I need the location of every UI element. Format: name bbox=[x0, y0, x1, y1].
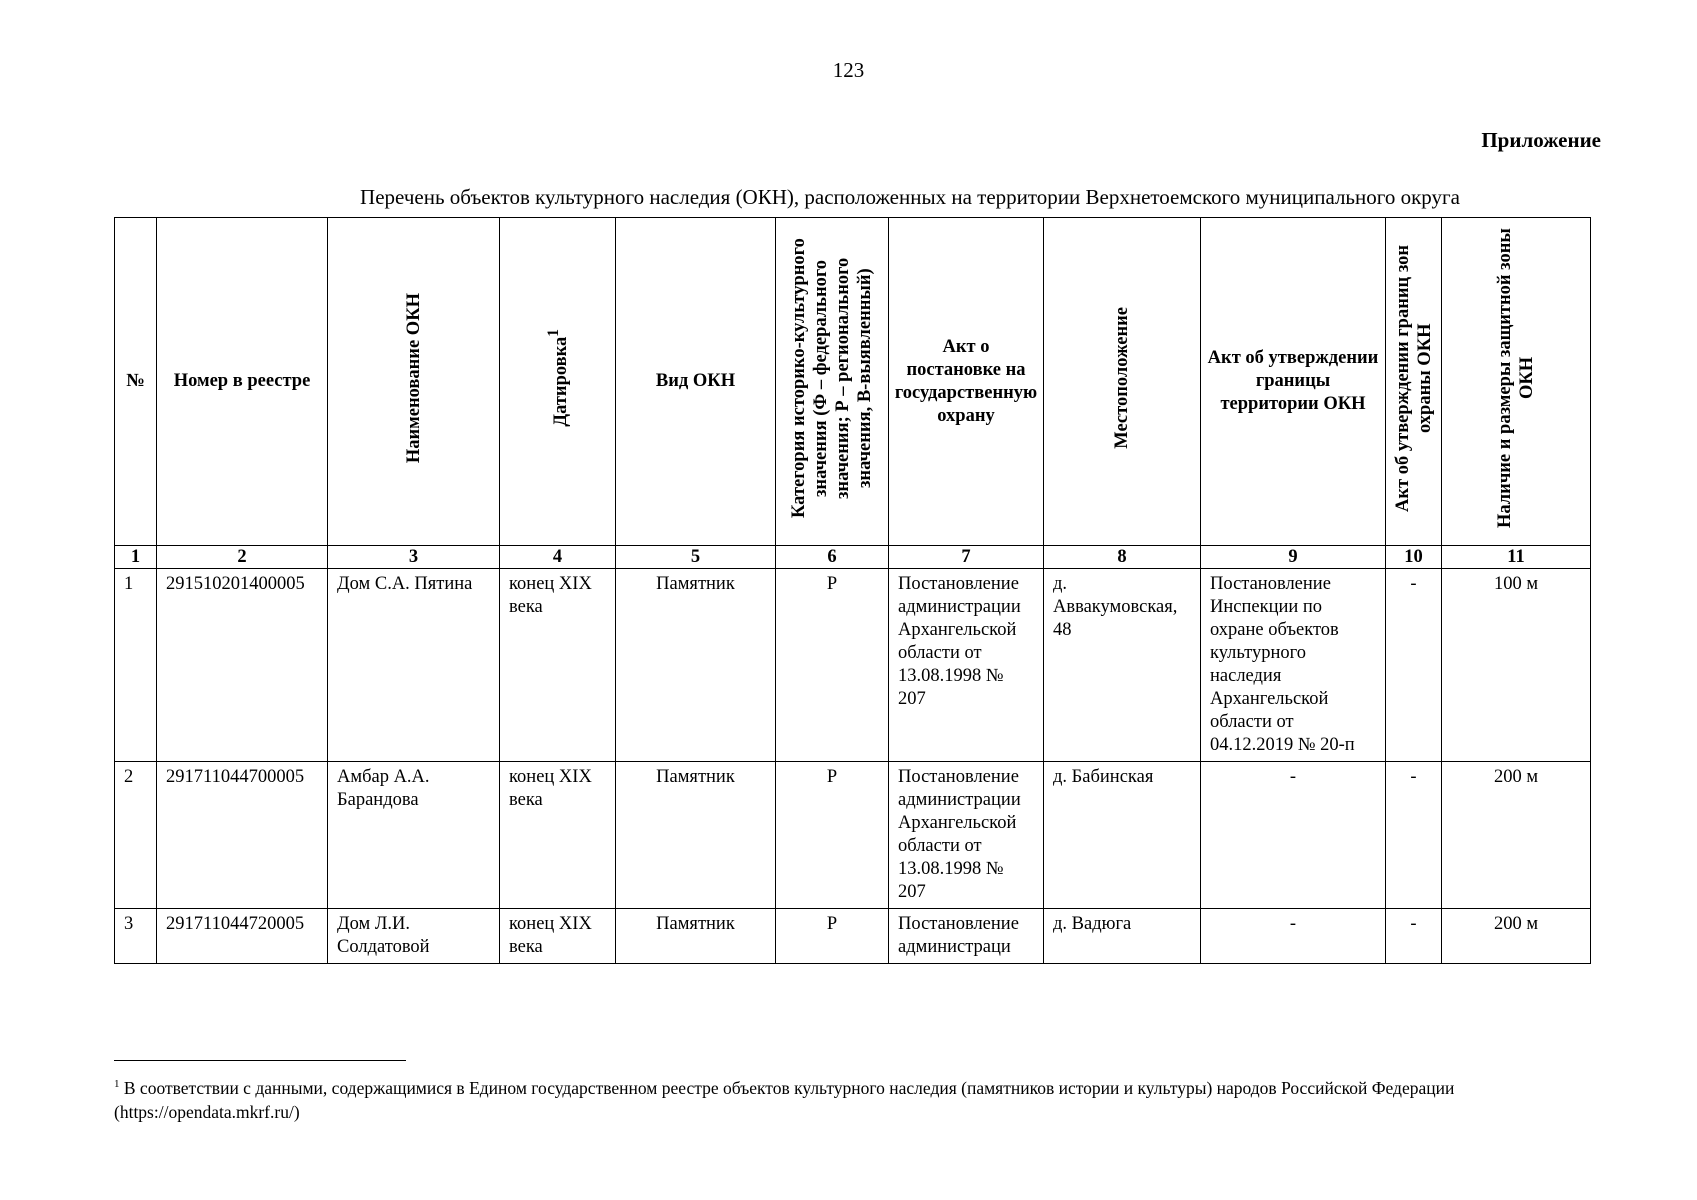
cell-protective-zone: 100 м bbox=[1442, 569, 1591, 762]
column-number: 6 bbox=[776, 546, 889, 569]
cell-name: Дом Л.И. Солдатовой bbox=[328, 909, 500, 964]
header-protective-zone-label: Наличие и размеры защитной зоны ОКН bbox=[1495, 228, 1537, 528]
cell-boundary-act: Постановление Инспекции по охране объектов культурного наследия Архангельской области от 04.12.2019 № 20-п bbox=[1201, 569, 1386, 762]
cell-protection-act: Постановление администрации Архангельской области от 13.08.1998 № 207 bbox=[889, 569, 1044, 762]
cell-type: Памятник bbox=[616, 909, 776, 964]
table-row bbox=[115, 569, 1591, 762]
header-protective-zone bbox=[1442, 218, 1591, 546]
header-type: Вид ОКН bbox=[616, 218, 776, 546]
header-dating bbox=[500, 218, 616, 546]
header-location bbox=[1044, 218, 1201, 546]
header-row bbox=[115, 218, 1591, 546]
cell-num: 1 bbox=[115, 569, 157, 762]
cell-num: 2 bbox=[115, 762, 157, 909]
cell-zones-act: - bbox=[1386, 569, 1442, 762]
header-zones-act bbox=[1386, 218, 1442, 546]
footnote bbox=[114, 1072, 1594, 1124]
header-dating-label bbox=[543, 329, 572, 427]
cell-dating: конец XIX века bbox=[500, 909, 616, 964]
footnote-mark: 1 bbox=[114, 1078, 120, 1090]
column-number: 11 bbox=[1442, 546, 1591, 569]
column-number: 10 bbox=[1386, 546, 1442, 569]
header-registry: Номер в реестре bbox=[157, 218, 328, 546]
column-number: 7 bbox=[889, 546, 1044, 569]
header-dating-text: Датировка bbox=[551, 336, 572, 427]
cell-location: д. Аввакумовская, 48 bbox=[1044, 569, 1201, 762]
header-location-label: Местоположение bbox=[1112, 307, 1132, 449]
column-number: 4 bbox=[500, 546, 616, 569]
header-dating-footnote-mark: 1 bbox=[544, 329, 562, 337]
header-name bbox=[328, 218, 500, 546]
cell-dating: конец XIX века bbox=[500, 762, 616, 909]
column-number: 9 bbox=[1201, 546, 1386, 569]
header-category-label: Категория историко-культурного значения (Ф – федерального значения; Р – регионального значения, В-выявленный) bbox=[789, 238, 875, 518]
header-protection-act: Акт о постановке на государственную охрану bbox=[889, 218, 1044, 546]
header-name-label: Наименование ОКН bbox=[403, 292, 424, 464]
cell-type: Памятник bbox=[616, 762, 776, 909]
page-number: 123 bbox=[832, 58, 865, 82]
footnote-text: В соответствии с данными, содержащимися в Едином государственном реестре объектов культурного наследия (памятников истории и культуры) народов Российской Федерации (https://opendata.mkrf.ru/) bbox=[114, 1077, 1455, 1122]
header-zones-act-label: Акт об утверждении границ зон охраны ОКН bbox=[1392, 244, 1435, 512]
table-row bbox=[115, 762, 1591, 909]
cell-protective-zone: 200 м bbox=[1442, 909, 1591, 964]
column-number-row bbox=[115, 546, 1591, 569]
cell-type: Памятник bbox=[616, 569, 776, 762]
document-title: Перечень объектов культурного наследия (ОКН), расположенных на территории Верхнетоемского муниципального округа bbox=[360, 185, 1460, 209]
cell-zones-act: - bbox=[1386, 909, 1442, 964]
cell-location: д. Вадюга bbox=[1044, 909, 1201, 964]
footnote-divider bbox=[114, 1060, 406, 1061]
cell-boundary-act: - bbox=[1201, 909, 1386, 964]
cell-category: Р bbox=[776, 762, 889, 909]
column-number: 2 bbox=[157, 546, 328, 569]
cell-category: Р bbox=[776, 569, 889, 762]
cell-name: Дом С.А. Пятина bbox=[328, 569, 500, 762]
table-row bbox=[115, 909, 1591, 964]
cell-protective-zone: 200 м bbox=[1442, 762, 1591, 909]
cell-category: Р bbox=[776, 909, 889, 964]
header-boundary-act: Акт об утверждении границы территории ОКН bbox=[1201, 218, 1386, 546]
cell-registry: 291711044700005 bbox=[157, 762, 328, 909]
cell-num: 3 bbox=[115, 909, 157, 964]
column-number: 8 bbox=[1044, 546, 1201, 569]
header-category bbox=[776, 218, 889, 546]
column-number: 1 bbox=[115, 546, 157, 569]
cell-registry: 291510201400005 bbox=[157, 569, 328, 762]
column-number: 3 bbox=[328, 546, 500, 569]
cell-location: д. Бабинская bbox=[1044, 762, 1201, 909]
cell-protection-act: Постановление администраци bbox=[889, 909, 1044, 964]
cell-protection-act: Постановление администрации Архангельской области от 13.08.1998 № 207 bbox=[889, 762, 1044, 909]
cell-registry: 291711044720005 bbox=[157, 909, 328, 964]
appendix-label: Приложение bbox=[1481, 128, 1601, 152]
column-number: 5 bbox=[616, 546, 776, 569]
cell-dating: конец XIX века bbox=[500, 569, 616, 762]
header-num: № bbox=[115, 218, 157, 546]
okn-table bbox=[114, 217, 1591, 964]
cell-zones-act: - bbox=[1386, 762, 1442, 909]
cell-boundary-act: - bbox=[1201, 762, 1386, 909]
cell-name: Амбар А.А. Барандова bbox=[328, 762, 500, 909]
